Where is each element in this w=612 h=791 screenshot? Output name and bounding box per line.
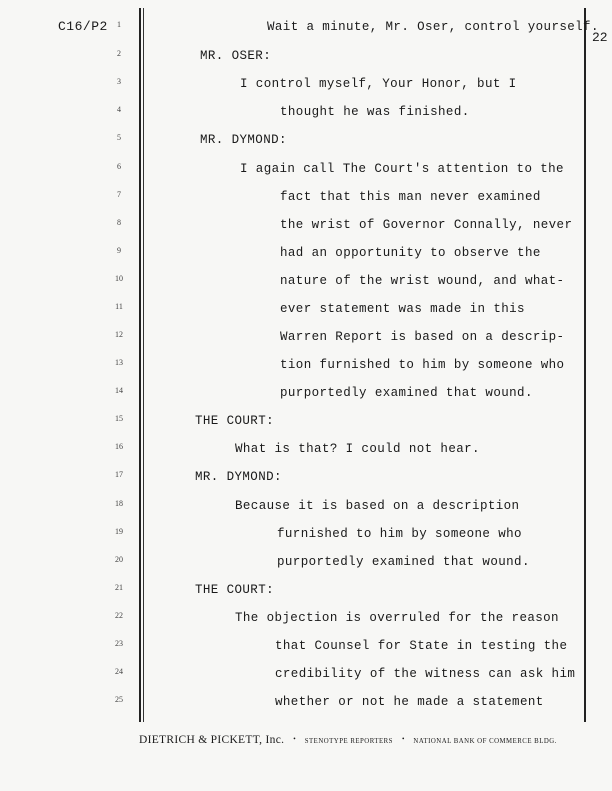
line-number: 10 xyxy=(115,274,123,283)
line-text: whether or not he made a statement xyxy=(275,695,544,709)
transcript-line xyxy=(0,133,612,159)
line-text: thought he was finished. xyxy=(280,105,470,119)
transcript-line xyxy=(0,583,612,609)
line-text: ever statement was made in this xyxy=(280,302,525,316)
line-text: purportedly examined that wound. xyxy=(280,386,533,400)
line-text: had an opportunity to observe the xyxy=(280,246,541,260)
line-number: 24 xyxy=(115,667,123,676)
line-text: I again call The Court's attention to the xyxy=(240,162,564,176)
line-number: 11 xyxy=(115,302,123,311)
transcript-line xyxy=(0,499,612,525)
line-text: I control myself, Your Honor, but I xyxy=(240,77,517,91)
line-text: tion furnished to him by someone who xyxy=(280,358,565,372)
line-text: What is that? I could not hear. xyxy=(235,442,480,456)
line-text: fact that this man never examined xyxy=(280,190,541,204)
line-number: 3 xyxy=(117,77,121,86)
line-text: Because it is based on a description xyxy=(235,499,520,513)
line-number: 19 xyxy=(115,527,123,536)
line-text: The objection is overruled for the reason xyxy=(235,611,559,625)
line-number: 9 xyxy=(117,246,121,255)
line-text: that Counsel for State in testing the xyxy=(275,639,568,653)
line-text: MR. OSER: xyxy=(200,49,272,63)
line-number: 7 xyxy=(117,190,121,199)
line-number: 17 xyxy=(115,470,123,479)
line-text: nature of the wrist wound, and what- xyxy=(280,274,565,288)
line-text: the wrist of Governor Connally, never xyxy=(280,218,573,232)
transcript-line xyxy=(0,695,612,721)
transcript-line xyxy=(0,77,612,103)
transcript-line xyxy=(0,555,612,581)
line-text: THE COURT: xyxy=(195,414,275,428)
page-id: C16/P2 xyxy=(58,19,108,34)
line-number: 18 xyxy=(115,499,123,508)
transcript-line xyxy=(0,358,612,384)
transcript-line xyxy=(0,527,612,553)
footer-address: NATIONAL BANK OF COMMERCE BLDG. xyxy=(413,738,557,745)
transcript-line xyxy=(0,611,612,637)
transcript-line xyxy=(0,105,612,131)
line-number: 15 xyxy=(115,414,123,423)
transcript-line xyxy=(0,667,612,693)
footer-company: DIETRICH & PICKETT, Inc. xyxy=(139,734,285,746)
transcript-line xyxy=(0,442,612,468)
line-number: 2 xyxy=(117,49,121,58)
footer-separator: • xyxy=(401,735,405,744)
transcript-line xyxy=(0,218,612,244)
line-number: 5 xyxy=(117,133,121,142)
line-number: 21 xyxy=(115,583,123,592)
footer-service: STENOTYPE REPORTERS xyxy=(304,738,393,745)
line-text: Warren Report is based on a descrip- xyxy=(280,330,565,344)
line-text: Wait a minute, Mr. Oser, control yourself. xyxy=(267,20,599,34)
line-number: 12 xyxy=(115,330,123,339)
line-number: 16 xyxy=(115,442,123,451)
transcript-line xyxy=(0,639,612,665)
transcript-line xyxy=(0,470,612,496)
transcript-line xyxy=(0,246,612,272)
line-number: 8 xyxy=(117,218,121,227)
page-number: 22 xyxy=(592,30,608,45)
transcript-line xyxy=(0,274,612,300)
line-number: 4 xyxy=(117,105,121,114)
line-number: 6 xyxy=(117,162,121,171)
line-number: 14 xyxy=(115,386,123,395)
line-number: 13 xyxy=(115,358,123,367)
line-number: 1 xyxy=(117,20,121,29)
transcript-line xyxy=(0,49,612,75)
transcript-line xyxy=(0,414,612,440)
line-text: credibility of the witness can ask him xyxy=(275,667,576,681)
transcript-line xyxy=(0,20,612,46)
reporter-footer xyxy=(139,730,599,748)
transcript-line xyxy=(0,330,612,356)
line-number: 25 xyxy=(115,695,123,704)
line-text: furnished to him by someone who xyxy=(277,527,522,541)
line-text: THE COURT: xyxy=(195,583,275,597)
transcript-line xyxy=(0,190,612,216)
transcript-line xyxy=(0,386,612,412)
line-text: MR. DYMOND: xyxy=(195,470,282,484)
footer-separator: • xyxy=(293,735,296,744)
line-number: 20 xyxy=(115,555,123,564)
line-text: purportedly examined that wound. xyxy=(277,555,530,569)
line-number: 23 xyxy=(115,639,123,648)
transcript-line xyxy=(0,162,612,188)
line-number: 22 xyxy=(115,611,123,620)
line-text: MR. DYMOND: xyxy=(200,133,287,147)
transcript-line xyxy=(0,302,612,328)
